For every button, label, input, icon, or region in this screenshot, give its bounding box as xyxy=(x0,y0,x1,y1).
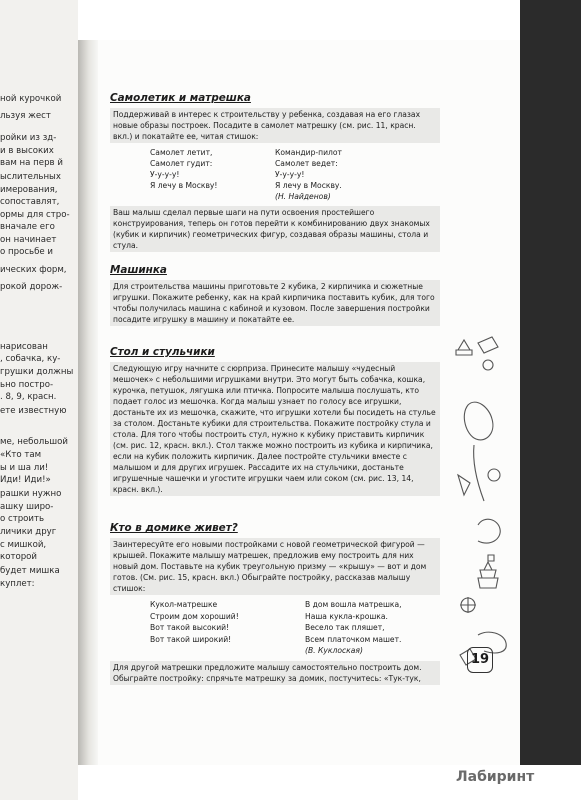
poem-line: Всем платочком машет. xyxy=(305,634,402,644)
section-intro: Поддерживай в интерес к строительству у ребенка, создавая на его глазах новые образы построек. Посадите в самолет матрешку (см. рис. 11, красн. вкл.) и покатайте ее, читая стишок: xyxy=(110,108,440,143)
book-page xyxy=(98,40,520,765)
left-page-line: имерования, xyxy=(0,185,58,195)
left-page-line: грушки должны xyxy=(0,367,74,377)
poem-line: Я лечу в Москву! xyxy=(150,181,218,190)
left-page-line: рокой дорож- xyxy=(0,282,63,292)
section-title: Самолетик и матрешка xyxy=(110,92,251,104)
left-page-line: куплет: xyxy=(0,579,35,589)
left-page-line: , собачка, ку- xyxy=(0,354,61,364)
left-page-line: сопоставлят, xyxy=(0,197,60,207)
section-intro: Для строительства машины приготовьте 2 кубика, 2 кирпичика и сюжетные игрушки. Покажите ребенку, как на край кирпичика поставить кубик, для того чтобы получилась машина с кабиной и кузовом. После завершения постройки посадите игрушку в машину и покатайте ее. xyxy=(110,280,440,326)
toys-illustration xyxy=(448,295,518,695)
section-intro: Следующую игру начните с сюрприза. Принесите малышу «чудесный мешочек» с небольшими игрушками внутри. Это могут быть собачка, кошка, курочка, петушок, лягушка или птичка. Попросите малыша послушать, кто подает голос из мешочка. Когда малыш узнает по голосу все игрушки, достаньте их из мешочка, скажите, что игрушки хотели бы посидеть на стулье за столом. Достаньте кубики для строительства. Покажите постройку стула и стола. Для того чтобы построить стул, нужно к кубику приставить кирпичик (см. рис. 12, красн. вкл.). Стол также можно построить из кубика и кирпичика, если на кубик положить кирпичик. Далее постройте стульчики вместе с малышом и для других игрушек. Рассадите их на стульчики, достаньте игрушечные чашечки и угостите игрушки чаем или соком (см. рис. 13, 14, красн. вкл.). xyxy=(110,362,440,496)
page-number: 19 xyxy=(467,647,493,673)
poem xyxy=(110,599,440,657)
section-house xyxy=(110,522,440,685)
watermark-logo: Лабиринт xyxy=(456,769,535,785)
poem-line: Самолет гудит: xyxy=(150,159,213,168)
left-page-line: личики друг xyxy=(0,527,57,537)
scan-background xyxy=(520,0,581,800)
poem-line: Наша кукла-крошка. xyxy=(305,611,388,621)
left-page-line: ьно постро- xyxy=(0,380,54,390)
left-page-line: ашку широ- xyxy=(0,502,54,512)
left-page-line: ыслительных xyxy=(0,172,61,182)
left-page-line: ете известную xyxy=(0,406,67,416)
left-page-line: рашки нужно xyxy=(0,489,62,499)
left-page-line: Иди! Иди!» xyxy=(0,475,51,485)
poem-line: У-у-у-у! xyxy=(150,170,180,179)
section-outro: Для другой матрешки предложите малышу самостоятельно построить дом. Обыграйте постройку: спрячьте матрешку за домик, постучитесь: «Тук-тук, xyxy=(110,661,440,685)
section-title: Машинка xyxy=(110,264,167,276)
left-page-line: вам на перв й xyxy=(0,158,63,168)
left-page-line: вначале его xyxy=(0,222,55,232)
section-title: Стол и стульчики xyxy=(110,346,215,358)
left-page-line: и в высоких xyxy=(0,146,54,156)
left-page-fragment xyxy=(0,0,78,800)
poem-line: Самолет ведет: xyxy=(275,159,338,168)
section-table-chairs xyxy=(110,346,440,496)
left-page-line: ной курочкой xyxy=(0,94,62,104)
section-car xyxy=(110,264,440,326)
left-page-line: ме, небольшой xyxy=(0,437,68,447)
section-intro: Заинтересуйте его новыми постройками с новой геометрической фигурой — крышей. Покажите малышу матрешек, предложив ему построить для них новый дом. Поставьте на кубик треугольную призму — «крышу» — вот и дом готов. (См. рис. 15, красн. вкл.) Обыграйте постройку, рассказав малышу стишок: xyxy=(110,538,440,595)
poem-line: Вот такой широкий! xyxy=(150,634,232,644)
poem-line: Командир-пилот xyxy=(275,148,342,157)
left-page-line: ических форм, xyxy=(0,265,67,275)
poem-author: (Н. Найденов) xyxy=(275,192,331,201)
left-page-line: льзуя жест xyxy=(0,111,51,121)
left-page-line: о просьбе и xyxy=(0,247,54,257)
poem-line: Весело так пляшет, xyxy=(305,623,385,632)
book-spine xyxy=(78,40,98,765)
poem-line: Вот такой высокий! xyxy=(150,623,230,632)
section-airplane xyxy=(110,92,440,252)
poem-line: Самолет летит, xyxy=(150,148,213,157)
left-page-line: нарисован xyxy=(0,342,48,352)
poem-line: Я лечу в Москву. xyxy=(275,181,342,190)
poem-author: (В. Куклоская) xyxy=(305,646,363,655)
left-page-line: о строить xyxy=(0,514,45,524)
left-page-line: будет мишка xyxy=(0,566,60,576)
poem-line: Строим дом хороший! xyxy=(150,611,239,621)
poem xyxy=(150,147,390,202)
left-page-line: ройки из зд- xyxy=(0,133,57,143)
left-page-line: . 8, 9, красн. xyxy=(0,392,57,402)
left-page-line: ы и ша ли! xyxy=(0,463,49,473)
section-outro: Ваш малыш сделал первые шаги на пути освоения простейшего конструирования, теперь он готов перейти к комбинированию двух знакомых (кубик и кирпичик) геометрических фигур, создавая образы машины, стола и стула. xyxy=(110,206,440,252)
left-page-line: «Кто там xyxy=(0,450,42,460)
left-page-line: ормы для стро- xyxy=(0,210,70,220)
left-page-line: с мишкой, xyxy=(0,540,47,550)
left-page-line: которой xyxy=(0,552,38,562)
poem-line: Кукол-матрешке xyxy=(150,600,218,609)
section-title: Кто в домике живет? xyxy=(110,522,238,534)
poem-line: У-у-у-у! xyxy=(275,170,305,179)
left-page-line: он начинает xyxy=(0,235,57,245)
poem-line: В дом вошла матрешка, xyxy=(305,600,402,609)
